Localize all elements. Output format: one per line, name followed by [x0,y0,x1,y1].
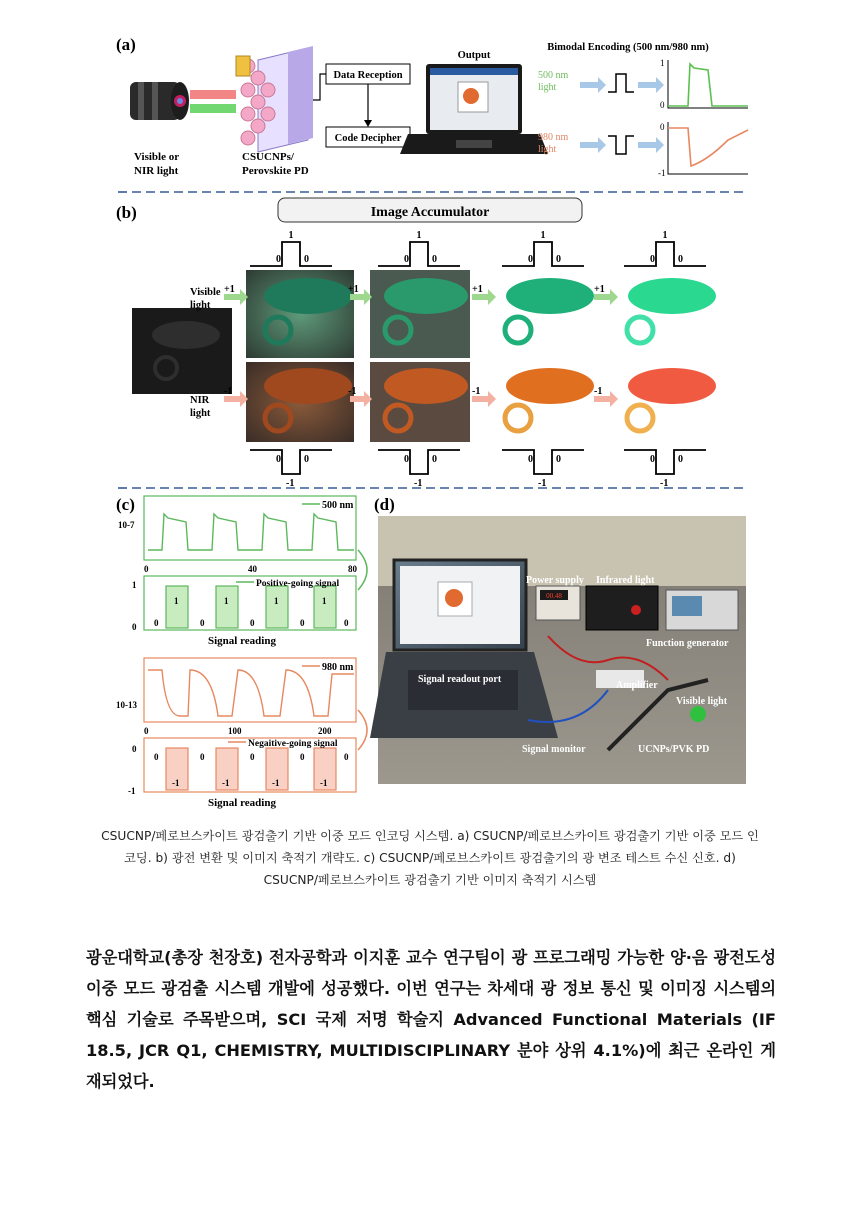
panel-d-label: (d) [374,495,395,514]
light-source-label-2: NIR light [134,165,179,177]
pulse-up [624,242,706,266]
pulse-low-label: -1 [414,478,423,489]
light-source-label-1: Visible or [134,151,180,163]
bit-label: 1 [224,596,229,606]
bit-label: 0 [200,618,205,628]
light-980-label-2: light [538,144,557,155]
plus-one-label: +1 [224,284,235,295]
bit-label: 0 [300,618,305,628]
signal-readout-port-label: Signal readout port [418,674,502,685]
y-bit-label: 0 [132,622,137,632]
pulse-high-label: 1 [416,230,422,241]
pulse-zero-label: 0 [304,254,309,265]
pulse-down [502,450,584,474]
pulse-zero-label: 0 [276,254,281,265]
signal-monitor-label: Signal monitor [522,744,586,755]
light-980-label-1: 980 nm [538,132,569,143]
bit-label: -1 [272,778,280,788]
bit-label: -1 [172,778,180,788]
output-label: Output [457,50,491,61]
tick-label: 1 [660,58,665,68]
bit-label: 0 [200,752,205,762]
legend-500-label: 500 nm [322,500,354,511]
amplifier-label: Amplifier [616,680,658,691]
curved-arrow-icon [358,710,367,750]
laptop-icon [400,64,548,154]
arrow-right-icon [638,137,664,153]
arrow-right-icon [638,77,664,93]
x-tick-label: 40 [248,564,257,574]
bit-label: 0 [250,752,255,762]
plus-one-label: +1 [472,284,483,295]
accumulator-column-4 [624,230,716,489]
minus-one-label: -1 [224,386,233,397]
minus-one-label: -1 [594,386,603,397]
supply-display: 00.48 [546,592,562,600]
x-tick-label: 200 [318,726,332,736]
signal-reading-label: Signal reading [208,635,276,647]
pulse-low-label: -1 [660,478,669,489]
pulse-zero-label: 0 [404,254,409,265]
pulse-low-label: -1 [286,478,295,489]
pulse-high-label: 1 [662,230,668,241]
visible-light-label: Visible light [676,696,728,707]
green-image [506,278,594,314]
accumulator-column-3 [502,230,594,489]
pulse-zero-label: 0 [528,454,533,465]
square-pulse-up [608,74,634,92]
tick-label: 0 [660,100,665,110]
flow-line [313,74,326,100]
bit-label: 1 [322,596,327,606]
bit-label: 1 [174,596,179,606]
green-beam [190,104,236,113]
figure-svg [108,30,756,818]
pulse-low-label: -1 [538,478,547,489]
pulse-down [378,450,460,474]
pulse-up [378,242,460,266]
x-tick-label: 0 [144,564,149,574]
negative-signal-label: Negaitive-going signal [248,739,338,749]
plus-one-label: +1 [348,284,359,295]
bit-label: 0 [344,752,349,762]
panel-b-label: (b) [116,203,137,222]
minus-one-label: -1 [348,386,357,397]
pulse-zero-label: 0 [304,454,309,465]
pulse-zero-label: 0 [678,254,683,265]
perovskite-detector-icon [236,46,313,152]
y-bit-label: 0 [132,744,137,754]
orange-response-curve [668,128,748,166]
pulse-zero-label: 0 [650,254,655,265]
y-bit-label: -1 [128,786,136,796]
plus-one-label: +1 [594,284,605,295]
arrow-right-icon [580,137,606,153]
pulse-up [502,242,584,266]
y-axis-label-bottom: 10-13 [116,700,137,710]
plot-axis [668,122,748,174]
bit-label: 0 [154,752,159,762]
y-axis-label-top: 10-7 [118,520,135,530]
tick-label: -1 [658,168,666,178]
figure-caption: CSUCNP/페로브스카이트 광검출기 기반 이중 모드 인코딩 시스템. a) CSUCNP/페로브스카이트 광검출기 기반 이중 모드 인코딩. b) 광전 변환 및 이미지 축적기 개략도. c) CSUCNP/페로브스카이트 광검출기의 광 변조 테스트 수신 신호. d) CSUCNP/페로브스카이트 광검출기 기반 이미지 축적기 시스템 [101,829,759,887]
legend-980-label: 980 nm [322,662,354,673]
bimodal-title: Bimodal Encoding (500 nm/980 nm) [547,42,709,53]
x-tick-label: 0 [144,726,149,736]
light-500-label-1: 500 nm [538,70,569,81]
arrow-right-icon [580,77,606,93]
nir-label-2: light [190,408,211,419]
article-body: 광운대학교(총장 천장호) 전자공학과 이지훈 교수 연구팀이 광 프로그래밍 가능한 양·음 광전도성 이중 모드 광검출 시스템 개발에 성공했다. 이번 연구는 차세대 광 정보 통신 및 이미징 시스템의 핵심 기술로 주목받으며, SCI 국제 저명 학술지 Advanced Functional Materials (IF 18.5, JCR Q1, CHEMISTRY, MULTIDISCIPLINARY 분야 상위 4.1%)에 최근 온라인 게재되었다. [86,948,776,1091]
arrow-head-icon [364,120,372,127]
x-tick-label: 80 [348,564,357,574]
orange-image [506,368,594,404]
positive-signal-label: Positive-going signal [256,579,340,589]
bit-label: 0 [344,618,349,628]
pulse-high-label: 1 [288,230,294,241]
image-accumulator-title: Image Accumulator [370,205,490,220]
pulse-zero-label: 0 [432,454,437,465]
red-beam [190,90,236,99]
accumulator-column-1 [246,230,357,489]
panel-c-label: (c) [116,495,135,514]
base-dark-image [132,308,232,394]
bit-label: 0 [250,618,255,628]
signal-reading-label: Signal reading [208,797,276,809]
bit-label: 1 [274,596,279,606]
y-bit-label: 1 [132,580,137,590]
bit-label: 0 [300,752,305,762]
pulse-down [250,450,332,474]
power-supply-label: Power supply [526,575,584,586]
pulse-zero-label: 0 [276,454,281,465]
pulse-zero-label: 0 [404,454,409,465]
square-pulse-down [608,136,634,154]
infrared-light-label: Infrared light [596,575,655,586]
orange-image [628,368,716,404]
plot-axis [668,60,748,108]
pulse-zero-label: 0 [556,454,561,465]
visible-label-1: Visible [190,287,221,298]
pulse-up [250,242,332,266]
function-generator-label: Function generator [646,638,729,649]
panel-a-label: (a) [116,35,136,54]
accumulator-column-2 [370,230,470,489]
research-figure [108,30,756,818]
pulse-high-label: 1 [540,230,546,241]
pulse-zero-label: 0 [678,454,683,465]
pd-label: UCNPs/PVK PD [638,744,710,755]
detector-label-2: Perovskite PD [242,165,309,177]
code-decipher-label: Code Decipher [334,133,402,144]
pulse-zero-label: 0 [432,254,437,265]
tick-label: 0 [660,122,665,132]
visible-label-2: light [190,300,211,311]
green-response-curve [668,64,748,106]
bit-label: -1 [320,778,328,788]
light-500-label-2: light [538,82,557,93]
data-reception-label: Data Reception [333,70,403,81]
bit-label: 0 [154,618,159,628]
light-source-icon [130,82,189,120]
pulse-down [624,450,706,474]
pulse-zero-label: 0 [528,254,533,265]
minus-one-label: -1 [472,386,481,397]
green-image [628,278,716,314]
bit-label: -1 [222,778,230,788]
nir-label-1: NIR [190,395,210,406]
pulse-zero-label: 0 [556,254,561,265]
curved-arrow-icon [358,550,367,590]
detector-label-1: CSUCNPs/ [242,151,294,163]
pulse-zero-label: 0 [650,454,655,465]
x-tick-label: 100 [228,726,242,736]
